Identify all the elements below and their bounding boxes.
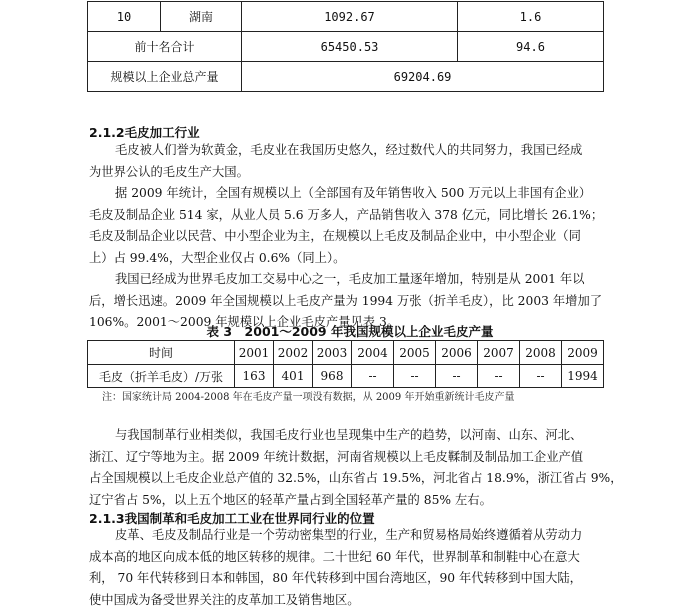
value-cell: -- [478, 365, 520, 388]
year-cell: 2006 [436, 341, 478, 365]
share-cell: 1.6 [458, 2, 604, 32]
value-cell: 968 [313, 365, 352, 388]
paragraph [89, 140, 629, 334]
text-line: 毛皮被人们誉为软黄金，毛皮业在我国历史悠久，经过数代人的共同努力，我国已经成 [89, 140, 629, 162]
table-row [88, 2, 604, 32]
text-line: 毛皮及制品企业以民营、中小型企业为主，在规模以上毛皮及制品企业中，中小型企业（同 [89, 226, 629, 248]
text-line: 我国已经成为世界毛皮加工交易中心之一，毛皮加工量逐年增加，特别是从 2001 年以 [89, 269, 629, 291]
text-line: 辽宁省占 5%，以上五个地区的轻革产量占到全国轻革产量的 85% 左右。 [89, 490, 629, 512]
paragraph [89, 425, 629, 511]
year-cell: 2009 [562, 341, 604, 365]
text-line: 使中国成为备受世界关注的皮革加工及销售地区。 [89, 590, 629, 611]
text-line: 与我国制革行业相类似，我国毛皮行业也呈现集中生产的趋势，以河南、山东、河北、 [89, 425, 629, 447]
value-cell: -- [352, 365, 394, 388]
row-label-cell: 毛皮（折羊毛皮）/万张 [88, 365, 235, 388]
provincial-output-table [87, 1, 604, 92]
text-line: 据 2009 年统计，全国有规模以上（全部国有及年销售收入 500 万元以上非国有企业） [89, 183, 629, 205]
value-cell: -- [520, 365, 562, 388]
label-cell: 前十名合计 [88, 32, 242, 62]
value-cell: 1092.67 [242, 2, 458, 32]
text-line: 占全国规模以上毛皮企业总产值的 32.5%，山东省占 19.5%，河北省占 18.9%，浙江省占 9%， [89, 468, 629, 490]
value-cell: 69204.69 [242, 62, 604, 92]
text-line: 浙江、辽宁等地为主。据 2009 年统计数据，河南省规模以上毛皮鞣制及制品加工企业产值 [89, 447, 629, 469]
value-cell: -- [436, 365, 478, 388]
text-line: 成本高的地区向成本低的地区转移的规律。二十世纪 60 年代，世界制革和制鞋中心在意大 [89, 547, 629, 569]
province-cell: 湖南 [161, 2, 242, 32]
table-caption: 表 3 2001～2009 年我国规模以上企业毛皮产量 [0, 322, 700, 340]
label-cell: 规模以上企业总产量 [88, 62, 242, 92]
table-row [88, 62, 604, 92]
table-row [88, 32, 604, 62]
text-line: 后，增长迅速。2009 年全国规模以上毛皮产量为 1994 万张（折羊毛皮），比 2003 年增加了 [89, 291, 629, 313]
text-line: 106%。2001～2009 年规模以上企业毛皮产量见表 3。 [89, 312, 629, 334]
value-cell: 65450.53 [242, 32, 458, 62]
table-row [88, 365, 604, 388]
year-cell: 2004 [352, 341, 394, 365]
value-cell: 1994 [562, 365, 604, 388]
year-cell: 2002 [274, 341, 313, 365]
rank-cell: 10 [88, 2, 161, 32]
table-header-row [88, 341, 604, 365]
section-heading: 2.1.2毛皮加工行业 [89, 123, 200, 141]
share-cell: 94.6 [458, 32, 604, 62]
text-line: 毛皮及制品企业 514 家，从业人员 5.6 万多人，产品销售收入 378 亿元，同比增长 26.1%； [89, 205, 629, 227]
text-line: 皮革、毛皮及制品行业是一个劳动密集型的行业，生产和贸易格局始终遵循着从劳动力 [89, 525, 629, 547]
value-cell: 401 [274, 365, 313, 388]
table-note: 注：国家统计局 2004-2008 年在毛皮产量一项没有数据，从 2009 年开始重新统计毛皮产量 [102, 388, 514, 403]
year-cell: 2005 [394, 341, 436, 365]
header-label-cell: 时间 [88, 341, 235, 365]
text-line: 上）占 99.4%，大型企业仅占 0.6%（同上）。 [89, 248, 629, 270]
year-cell: 2003 [313, 341, 352, 365]
section-heading: 2.1.3我国制革和毛皮加工工业在世界同行业的位置 [89, 509, 375, 527]
year-cell: 2001 [235, 341, 274, 365]
value-cell: 163 [235, 365, 274, 388]
year-cell: 2008 [520, 341, 562, 365]
paragraph [89, 525, 629, 611]
fur-output-table [87, 340, 604, 388]
year-cell: 2007 [478, 341, 520, 365]
value-cell: -- [394, 365, 436, 388]
text-line: 为世界公认的毛皮生产大国。 [89, 162, 629, 184]
text-line: 利， 70 年代转移到日本和韩国，80 年代转移到中国台湾地区，90 年代转移到中国大陆， [89, 568, 629, 590]
